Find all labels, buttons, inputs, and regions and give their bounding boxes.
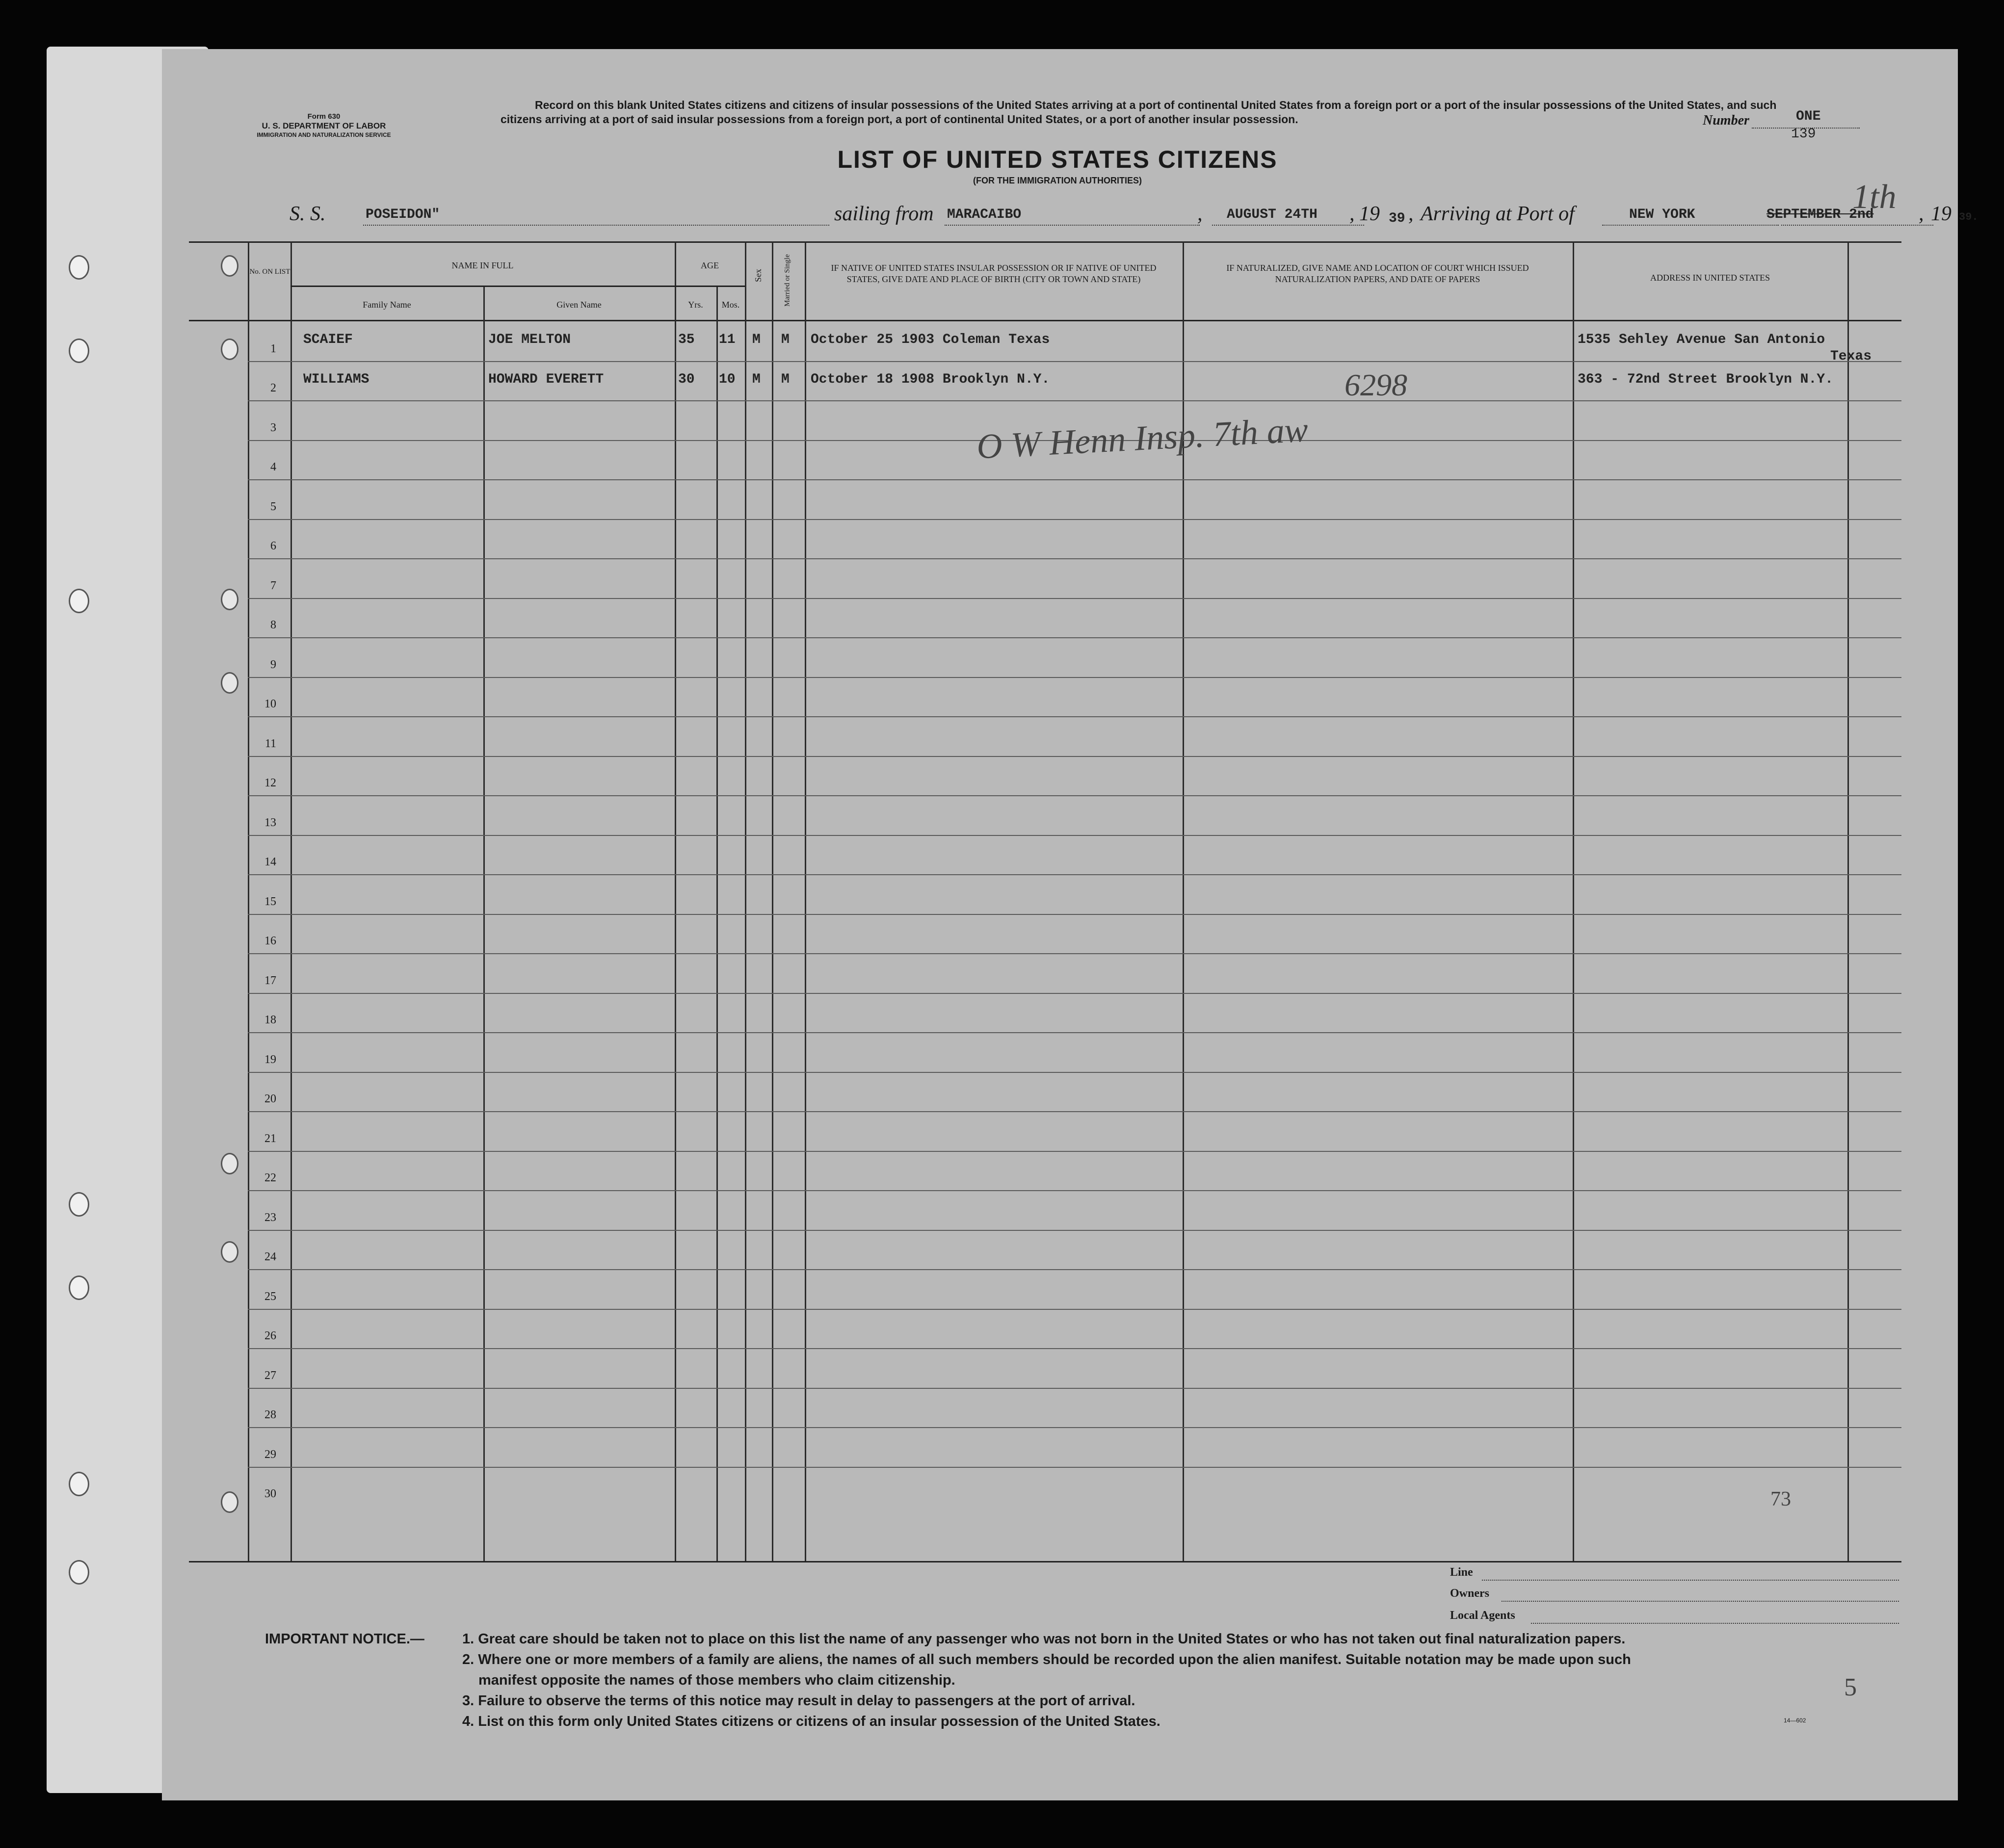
- row-rule: [248, 558, 1901, 559]
- row-number: 5: [270, 500, 276, 513]
- punch-hole: [221, 1241, 238, 1263]
- entry-marital-status: M: [781, 371, 790, 387]
- owners-label: Owners: [1450, 1587, 1489, 1600]
- arrival-date-typed: SEPTEMBER 2nd: [1767, 207, 1874, 222]
- punch-hole: [69, 589, 89, 613]
- from-port: MARACAIBO: [947, 207, 1022, 222]
- line-label: Line: [1450, 1566, 1473, 1579]
- row-number: 15: [264, 895, 276, 908]
- entry-given-name: HOWARD EVERETT: [488, 371, 604, 387]
- col-divider: [1573, 241, 1574, 1561]
- notice-item-2b: manifest opposite the names of those members who claim citizenship.: [478, 1672, 955, 1688]
- entry-age-years: 30: [678, 371, 695, 387]
- row-rule: [248, 795, 1901, 796]
- row-number: 11: [264, 737, 276, 750]
- entry-sex: M: [752, 371, 761, 387]
- row-rule: [248, 1467, 1901, 1468]
- owners-fill: [1502, 1601, 1899, 1602]
- row-rule: [248, 914, 1901, 915]
- col-divider: [772, 241, 773, 1561]
- row-rule: [248, 598, 1901, 599]
- punch-hole: [69, 255, 89, 280]
- punch-hole: [221, 589, 238, 610]
- entry-age-years: 35: [678, 332, 695, 347]
- row-rule: [248, 756, 1901, 757]
- page-title: LIST OF UNITED STATES CITIZENS: [837, 146, 1278, 173]
- ss-label: S. S.: [290, 203, 326, 225]
- arriving-label: Arriving at Port of: [1421, 203, 1575, 225]
- row-rule: [248, 1190, 1901, 1191]
- table-bottom-rule: [189, 1561, 1901, 1562]
- row-number: 10: [264, 698, 276, 710]
- row-number: 17: [264, 974, 276, 987]
- notice-item-4: 4. List on this form only United States citizens or citizens of an insular possession of the United States.: [462, 1714, 1160, 1729]
- col-divider: [745, 241, 746, 1561]
- row-number: 8: [270, 619, 276, 631]
- punch-hole: [69, 338, 89, 363]
- department: U. S. DEPARTMENT OF LABOR: [262, 121, 386, 130]
- entry-given-name: JOE MELTON: [488, 332, 571, 347]
- row-number: 16: [264, 935, 276, 947]
- row-number: 19: [264, 1053, 276, 1066]
- col-header-yrs: Yrs.: [688, 300, 703, 310]
- row-rule: [248, 874, 1901, 875]
- punch-hole: [69, 1560, 89, 1585]
- col-divider: [483, 286, 485, 1561]
- row-number: 18: [264, 1014, 276, 1026]
- entry-birth-info: October 18 1908 Brooklyn N.Y.: [811, 371, 1050, 387]
- col-divider: [1847, 241, 1849, 1561]
- col-header-age: AGE: [701, 260, 719, 270]
- row-number: 27: [264, 1369, 276, 1382]
- col-header-family: Family Name: [363, 300, 411, 310]
- row-number: 1: [270, 342, 276, 355]
- form-identification: [240, 112, 407, 140]
- row-number: 20: [264, 1093, 276, 1105]
- notice-item-3: 3. Failure to observe the terms of this notice may result in delay to passengers at the port of arrival.: [462, 1693, 1135, 1709]
- form-number: Form 630: [307, 112, 341, 121]
- row-number: 25: [264, 1290, 276, 1303]
- row-number: 13: [264, 816, 276, 829]
- naturalization-number-note: 6298: [1345, 367, 1407, 402]
- departure-date: AUGUST 24TH: [1227, 207, 1318, 222]
- row-rule: [248, 1269, 1901, 1270]
- row-rule: [248, 637, 1901, 638]
- punch-hole: [69, 1192, 89, 1217]
- col-divider: [248, 241, 249, 1561]
- ship-line: [363, 225, 829, 226]
- page-subtitle: (FOR THE IMMIGRATION AUTHORITIES): [973, 176, 1142, 185]
- col-header-birth: IF NATIVE OF UNITED STATES INSULAR POSSESSION OR IF NATIVE OF UNITED STATES, GIVE DATE AND PLACE OF BIRTH (CITY OR TOWN AND STATE): [831, 263, 1157, 284]
- inspector-signature: O W Henn Insp. 7th aw: [976, 410, 1309, 467]
- col-header-sex: Sex: [753, 269, 763, 282]
- row-number: 3: [270, 421, 276, 434]
- row-rule: [248, 1230, 1901, 1231]
- punch-hole: [221, 1491, 238, 1513]
- row-rule: [248, 1427, 1901, 1428]
- number-stamp: 139: [1791, 127, 1816, 142]
- ship-name: POSEIDON": [366, 207, 440, 222]
- local-agents-label: Local Agents: [1450, 1609, 1515, 1622]
- entry-address-line2: Texas: [1830, 349, 1872, 364]
- col-header-name: NAME IN FULL: [451, 260, 514, 270]
- entry-family-name: SCAIEF: [303, 332, 353, 347]
- entry-age-months: 11: [719, 332, 736, 347]
- col-divider: [805, 241, 806, 1561]
- row-rule: [248, 479, 1901, 480]
- service: IMMIGRATION AND NATURALIZATION SERVICE: [257, 131, 391, 138]
- row-rule: [248, 400, 1901, 401]
- entry-address: 1535 Sehley Avenue San Antonio: [1578, 332, 1825, 347]
- row-number: 29: [264, 1448, 276, 1461]
- row-number: 23: [264, 1211, 276, 1224]
- col-header-no: No. ON LIST: [249, 268, 290, 276]
- line-fill: [1482, 1580, 1899, 1581]
- manifest-page: Form 630 U. S. DEPARTMENT OF LABOR IMMIGRATION AND NATURALIZATION SERVICE Record on this blank United States citizens and citizens of insular possessions of the United States arriving at a port of continental United States from a foreign port or a port of the insular possessions of the United States, and such citizens arriving at a port of said insular possessions from a foreign port, a port of continental United States, or a port of another insular possession. Number ONE 139 LIST OF UNITED STATES CITIZENS (FOR THE IMMIGRATION AUTHORITIES) S. S. POSEIDON" sailing from MARACAIBO , AUGUST 24TH , 19 39 , Arriving at Port of NEW YORK SEPTEMBER 2nd 1th , 19 39. No. ON LIST NAME IN FULL Family Name Given Name AGE Yrs. Mos. Sex Married or Single IF NATIVE OF UNITED STATES INSULAR POSSESSION OR IF NATIVE OF UNITED STATES, GIVE DATE AND PLACE OF BIRTH (CITY OR TOWN AND STATE) IF NATURALIZED, GIVE NAME AND LOCATION OF COURT WHICH ISSUED NATURALIZATION PAPERS, AND DATE OF PAPERS ADDRESS IN UNITED STATES 1 2 3 4 5 6 7 8 9 10 11 12 13 14 15 16 17 18 19 20 21 22 23 24 25 26 27 28 29 30 SCAIEF JOE MELTON 35 11 M M October 25 1903 Coleman Texas 1535 Sehley Avenue San Antonio Texas WILLIAMS HOWARD EVERETT 30 10 M M October 18 1908 Brooklyn N.Y. 363 - 72nd Street Brooklyn N.Y. 6298 O W Henn Insp. 7th aw 73 Line Owners Local Agents IMPORTANT NOTICE.— 1. Great care should be taken not to place on this list the name of any passenger who was not born in the United States or who has not taken out final naturalization papers. 2. Where one or more members of a family are aliens, the names of all such members should be recorded upon the alien manifest. Suitable notation may be made upon such manifest opposite the names of those members who claim citizenship. 3. Failure to observe the terms of this notice may result in delay to passengers at the port of arrival. 4. List on this form only United States citizens or citizens of an insular possession of the United States. 14—602 5: [162, 49, 1958, 1800]
- departure-date-line: [1212, 225, 1364, 226]
- row-rule: [248, 1388, 1901, 1389]
- arrival-year: 39.: [1959, 211, 1978, 223]
- notice-item-2: 2. Where one or more members of a family are aliens, the names of all such members should be recorded upon the alien manifest. Suitable notation may be made upon such: [462, 1652, 1631, 1667]
- col-divider: [716, 286, 718, 1561]
- number-value: ONE: [1796, 109, 1821, 124]
- row-rule: [248, 1032, 1901, 1033]
- col-divider: [290, 241, 292, 1561]
- row-rule: [248, 993, 1901, 994]
- row-rule: [248, 361, 1901, 362]
- entry-address: 363 - 72nd Street Brooklyn N.Y.: [1578, 371, 1833, 387]
- punch-hole: [221, 672, 238, 694]
- col-header-naturalized: IF NATURALIZED, GIVE NAME AND LOCATION OF COURT WHICH ISSUED NATURALIZATION PAPERS, AND DATE OF PAPERS: [1226, 263, 1529, 284]
- row-rule: [248, 1111, 1901, 1112]
- row-number: 7: [270, 579, 276, 592]
- row-rule: [248, 835, 1901, 836]
- row-number: 6: [270, 540, 276, 552]
- punch-hole: [221, 1153, 238, 1174]
- col-divider: [675, 241, 676, 1561]
- row-rule: [248, 1348, 1901, 1349]
- name-age-subrule: [290, 286, 745, 287]
- punch-hole: [221, 338, 238, 360]
- row-rule: [248, 677, 1901, 678]
- row-number: 30: [264, 1487, 276, 1500]
- col-header-address: ADDRESS IN UNITED STATES: [1650, 273, 1770, 283]
- bottom-code: 73: [1770, 1488, 1791, 1510]
- row-number: 22: [264, 1171, 276, 1184]
- row-rule: [248, 1072, 1901, 1073]
- col-header-mos: Mos.: [721, 300, 740, 310]
- col-header-marital: Married or Single: [783, 254, 791, 307]
- row-number: 4: [270, 461, 276, 473]
- entry-sex: M: [752, 332, 761, 347]
- row-rule: [248, 1151, 1901, 1152]
- punch-hole: [221, 255, 238, 277]
- row-rule: [248, 1309, 1901, 1310]
- print-code: 14—602: [1784, 1717, 1806, 1724]
- row-number: 14: [264, 856, 276, 868]
- entry-age-months: 10: [719, 371, 736, 387]
- number-label: Number: [1703, 113, 1749, 128]
- departure-year-prefix: 19: [1359, 203, 1380, 225]
- notice-heading-text: IMPORTANT NOTICE.: [265, 1631, 410, 1647]
- page-number: 5: [1844, 1673, 1857, 1701]
- instructions-text: Record on this blank United States citizens and citizens of insular possessions of the United States arriving at a port of continental United States from a foreign port or a port of the insular possessions of the United States, and such citizens arriving at a port of said insular possessions from a foreign port, a port of continental United States, or a port of another insular possession.: [501, 99, 1777, 126]
- sailing-label: sailing from: [834, 203, 934, 225]
- local-agents-fill: [1531, 1623, 1899, 1624]
- arrival-date-line: [1781, 225, 1933, 226]
- row-rule: [248, 519, 1901, 520]
- entry-birth-info: October 25 1903 Coleman Texas: [811, 332, 1050, 347]
- row-number: 24: [264, 1250, 276, 1263]
- row-rule: [248, 716, 1901, 717]
- row-number: 12: [264, 777, 276, 789]
- from-port-line: [945, 225, 1200, 226]
- departure-year: 39: [1389, 211, 1405, 226]
- table-top-rule: [189, 241, 1901, 243]
- row-number: 2: [270, 382, 276, 394]
- row-rule: [248, 953, 1901, 954]
- row-number: 9: [270, 658, 276, 671]
- col-header-given: Given Name: [556, 300, 602, 310]
- header-bottom-rule: [189, 320, 1901, 321]
- entry-family-name: WILLIAMS: [303, 371, 369, 387]
- row-number: 28: [264, 1408, 276, 1421]
- entry-marital-status: M: [781, 332, 790, 347]
- notice-item-1: 1. Great care should be taken not to place on this list the name of any passenger who was not born in the United States or who has not taken out final naturalization papers.: [462, 1631, 1626, 1647]
- arrival-year-prefix: 19: [1931, 203, 1951, 225]
- row-number: 21: [264, 1132, 276, 1145]
- arrival-port-line: [1602, 225, 1779, 226]
- notice-heading: IMPORTANT NOTICE.—: [265, 1631, 424, 1647]
- arrival-date-hand: 1th: [1852, 178, 1897, 216]
- arrival-port: NEW YORK: [1629, 207, 1695, 222]
- punch-hole: [69, 1472, 89, 1496]
- row-number: 26: [264, 1329, 276, 1342]
- punch-hole: [69, 1275, 89, 1300]
